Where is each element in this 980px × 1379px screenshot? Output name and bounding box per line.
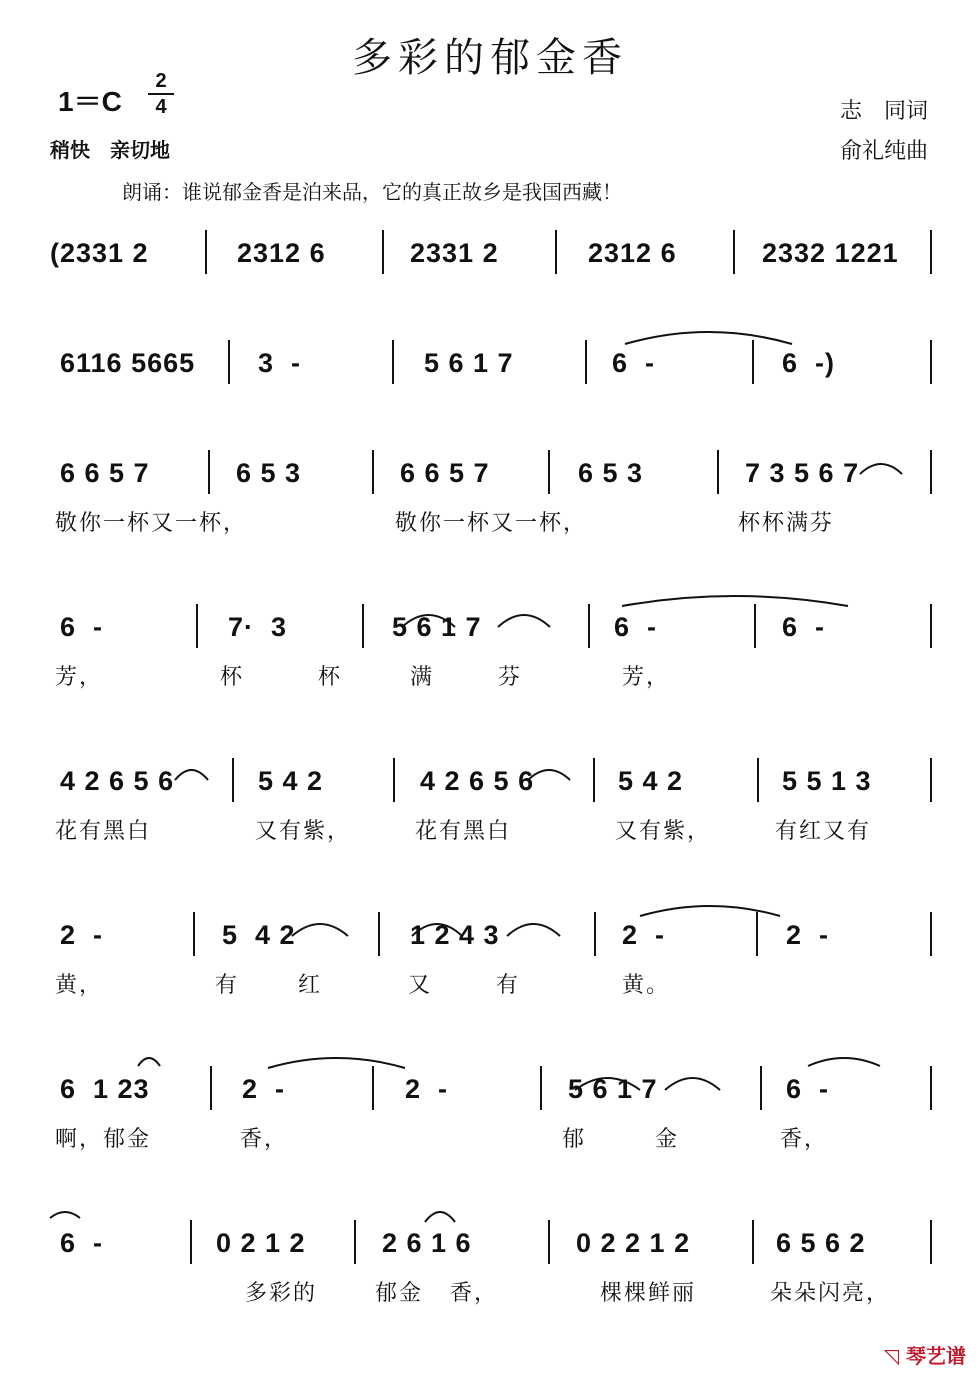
lyric-line: 黄， xyxy=(55,973,104,998)
lyric-line: 啊，郁金 xyxy=(55,1127,152,1152)
logo-icon: ◹ xyxy=(883,1344,900,1368)
time-signature-top: 2 xyxy=(155,70,167,92)
slur-arc xyxy=(860,464,902,474)
measure-notes: 6116 5665 xyxy=(60,348,196,378)
tempo-marking: 稍快 亲切地 xyxy=(50,138,170,162)
lyric-line: 有 xyxy=(496,973,521,998)
lyric-line: 敬你一杯又一杯， xyxy=(395,511,588,536)
lyric-line: 香， xyxy=(780,1127,829,1152)
lyric-line: 花有黑白 xyxy=(415,819,512,844)
measure-notes: 2332 1221 xyxy=(762,238,899,268)
slur-arc xyxy=(575,1078,640,1090)
measure-notes: (2331 2 xyxy=(50,238,149,268)
measure-notes: 6 6 5 7 xyxy=(400,458,490,488)
measure-notes: 6 - xyxy=(786,1074,830,1104)
measure-notes: 6 - xyxy=(614,612,658,642)
lyric-line: 敬你一杯又一杯， xyxy=(55,511,248,536)
slur-arc xyxy=(412,924,462,936)
measure-notes: 5 4 2 xyxy=(258,766,324,796)
slur-arc xyxy=(640,906,780,916)
measure-notes: 6 6 5 7 xyxy=(60,458,150,488)
measure-notes: 1 2 4 3 xyxy=(410,920,500,950)
slur-arc xyxy=(425,1212,455,1222)
measure-notes: 6 -) xyxy=(782,348,836,378)
measure-notes: 2331 2 xyxy=(410,238,499,268)
lyric-line: 芬 xyxy=(498,665,523,690)
lyric-line: 郁 xyxy=(562,1127,587,1152)
measure-notes: 5 4 2 xyxy=(222,920,296,950)
slur-arc xyxy=(402,615,455,627)
lyric-line: 郁金 xyxy=(375,1281,424,1306)
measure-notes: 7 3 5 6 7 xyxy=(745,458,860,488)
measure-notes: 6 5 6 2 xyxy=(776,1228,866,1258)
measure-notes: 2 - xyxy=(242,1074,286,1104)
lyric-line: 杯 xyxy=(220,665,245,690)
slur-arc xyxy=(622,596,848,606)
slur-arc xyxy=(50,1212,80,1218)
measure-notes: 0 2 2 1 2 xyxy=(576,1228,691,1258)
measure-notes: 2 - xyxy=(786,920,830,950)
measure-notes: 6 - xyxy=(612,348,656,378)
lyric-line: 金 xyxy=(655,1127,680,1152)
slur-arc xyxy=(268,1058,405,1068)
slur-arc xyxy=(625,332,792,344)
measure-notes: 7· 3 xyxy=(228,612,288,642)
measure-notes: 2312 6 xyxy=(237,238,326,268)
measure-notes: 5 5 1 3 xyxy=(782,766,872,796)
lyric-line: 朵朵闪亮， xyxy=(770,1281,891,1306)
song-title: 多彩的郁金香 xyxy=(352,35,628,81)
lyric-line: 杯杯满芬 xyxy=(738,511,835,536)
lyric-line: 又有紫， xyxy=(615,819,712,844)
measure-notes: 0 2 1 2 xyxy=(216,1228,306,1258)
slur-arc xyxy=(292,924,348,936)
lyric-line: 又 xyxy=(408,973,433,998)
lyric-line: 花有黑白 xyxy=(55,819,152,844)
lyric-line: 芳， xyxy=(55,665,104,690)
measure-notes: 2 6 1 6 xyxy=(382,1228,472,1258)
measure-notes: 6 5 3 xyxy=(578,458,644,488)
measure-notes: 6 5 3 xyxy=(236,458,302,488)
measure-notes: 6 - xyxy=(60,1228,104,1258)
slur-arc xyxy=(498,615,550,627)
lyric-line: 芳， xyxy=(622,665,671,690)
lyric-line: 红 xyxy=(298,973,323,998)
lyric-line: 香， xyxy=(450,1281,499,1306)
lyric-line: 满 xyxy=(410,665,435,690)
measure-notes: 4 2 6 5 6 xyxy=(60,766,175,796)
lyric-line: 有红又有 xyxy=(775,819,872,844)
measure-notes: 5 4 2 xyxy=(618,766,684,796)
measure-notes: 6 - xyxy=(782,612,826,642)
lyric-line: 棵棵鲜丽 xyxy=(600,1281,697,1306)
measure-notes: 2312 6 xyxy=(588,238,677,268)
lyric-line: 又有紫， xyxy=(255,819,352,844)
recitation-text: 朗诵：谁说郁金香是泊来品，它的真正故乡是我国西藏！ xyxy=(122,180,622,204)
slur-arc xyxy=(507,924,560,936)
time-signature-bottom: 4 xyxy=(155,96,167,118)
measure-notes: 5 6 1 7 xyxy=(392,612,482,642)
measure-notes: 2 - xyxy=(405,1074,449,1104)
composer-credit: 俞礼纯曲 xyxy=(839,139,928,164)
measure-notes: 5 6 1 7 xyxy=(424,348,514,378)
measure-notes: 2 - xyxy=(60,920,104,950)
key-signature: 1＝C xyxy=(58,86,122,117)
lyric-line: 香， xyxy=(240,1127,289,1152)
measure-notes: 2 - xyxy=(622,920,666,950)
slur-arc xyxy=(175,770,208,780)
slur-arc xyxy=(665,1078,720,1090)
measure-notes: 5 6 1 7 xyxy=(568,1074,658,1104)
lyric-line: 黄。 xyxy=(622,973,671,998)
slur-arc xyxy=(808,1058,880,1066)
measure-notes: 4 2 6 5 6 xyxy=(420,766,535,796)
slur-arc xyxy=(528,770,570,780)
watermark-logo xyxy=(884,1340,966,1369)
measure-notes: 6 - xyxy=(60,612,104,642)
lyric-line: 杯 xyxy=(318,665,343,690)
lyricist-credit: 志 同词 xyxy=(839,99,928,124)
slur-arc xyxy=(138,1058,160,1066)
measure-notes: 3 - xyxy=(258,348,302,378)
measure-notes: 6 1 23 xyxy=(60,1074,150,1104)
watermark-text: 琴艺谱 xyxy=(906,1344,966,1368)
lyric-line: 有 xyxy=(215,973,240,998)
lyric-line: 多彩的 xyxy=(245,1281,318,1306)
